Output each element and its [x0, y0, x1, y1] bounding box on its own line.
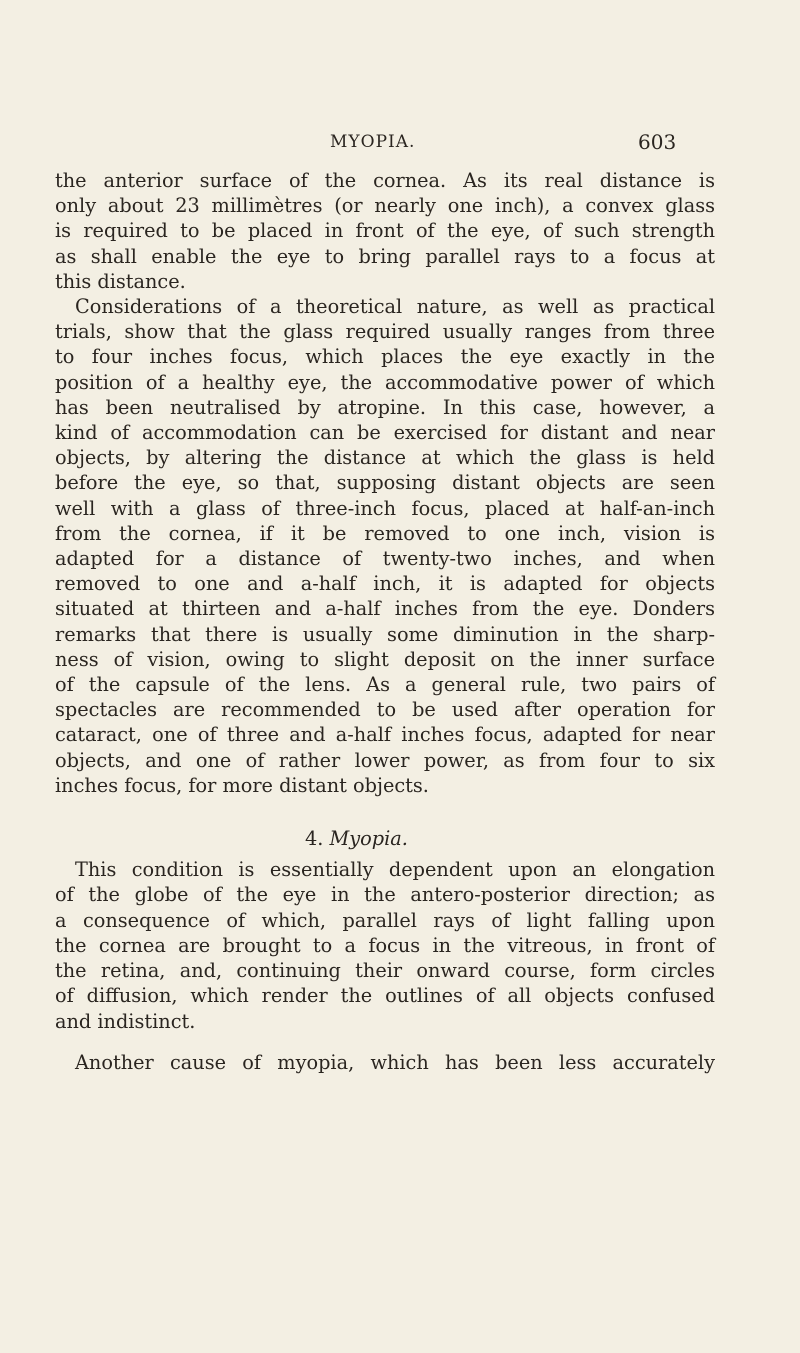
text-line: the anterior surface of the cornea. As its real distance is — [55, 169, 715, 192]
text-line: objects, and one of rather lower power, as from four to six — [55, 748, 715, 772]
text-line: adapted for a distance of twenty-two inches, and when — [55, 547, 715, 571]
body-text — [55, 168, 715, 1075]
text-line: as shall enable the eye to bring parallel rays to a focus at — [55, 244, 715, 268]
text-line: to four inches focus, which places the eye exactly in the — [55, 345, 715, 369]
text-line: of the capsule of the lens. As a general rule, two pairs of — [55, 673, 715, 697]
text-line: of the globe of the eye in the antero-posterior direction; as — [55, 883, 715, 907]
section-title: Myopia. — [329, 827, 408, 851]
text-line: well with a glass of three-inch focus, placed at half-an-inch — [55, 496, 715, 520]
text-line: Another cause of myopia, which has been less accurately — [75, 1050, 715, 1074]
running-head: MYOPIA. — [330, 132, 416, 152]
section-heading — [55, 826, 715, 851]
text-line: has been neutralised by atropine. In this case, however, a — [55, 395, 715, 419]
paragraph-another-cause — [55, 1050, 715, 1075]
text-line: only about 23 millimètres (or nearly one inch), a convex glass — [55, 194, 715, 218]
text-line: Considerations of a theoretical nature, as well as practical — [75, 295, 715, 319]
paragraph-considerations — [55, 294, 715, 798]
text-line: a consequence of which, parallel rays of light falling upon — [55, 908, 715, 932]
text-line: the cornea are brought to a focus in the vitreous, in front of — [55, 933, 715, 957]
page-number: 603 — [638, 130, 677, 154]
text-line: from the cornea, if it be removed to one inch, vision is — [55, 521, 715, 545]
text-line: is required to be placed in front of the eye, of such strength — [55, 219, 715, 243]
text-line: This condition is essentially dependent upon an elongation — [75, 858, 715, 882]
text-line: the retina, and, continuing their onward course, form circles — [55, 959, 715, 983]
text-line: kind of accommodation can be exercised for distant and near — [55, 421, 715, 445]
text-line: situated at thirteen and a-half inches from the eye. Donders — [55, 597, 715, 621]
text-line: ness of vision, owing to slight deposit on the inner surface — [55, 647, 715, 671]
text-line: trials, show that the glass required usually ranges from three — [55, 320, 715, 344]
text-line: inches focus, for more distant objects. — [55, 773, 429, 797]
text-line: removed to one and a-half inch, it is adapted for objects — [55, 572, 715, 596]
text-line: position of a healthy eye, the accommodative power of which — [55, 370, 715, 394]
text-line: before the eye, so that, supposing distant objects are seen — [55, 471, 715, 495]
text-line: cataract, one of three and a-half inches focus, adapted for near — [55, 723, 715, 747]
text-line: and indistinct. — [55, 1009, 196, 1033]
text-line: remarks that there is usually some diminution in the sharp- — [55, 622, 715, 646]
paragraph-myopia — [55, 857, 715, 1033]
section-number: 4. — [305, 827, 324, 851]
paragraph-continued — [55, 168, 715, 294]
text-line: spectacles are recommended to be used after operation for — [55, 698, 715, 722]
text-line: objects, by altering the distance at which the glass is held — [55, 446, 715, 470]
text-line: this distance. — [55, 269, 186, 293]
text-line: of diffusion, which render the outlines of all objects confused — [55, 984, 715, 1008]
